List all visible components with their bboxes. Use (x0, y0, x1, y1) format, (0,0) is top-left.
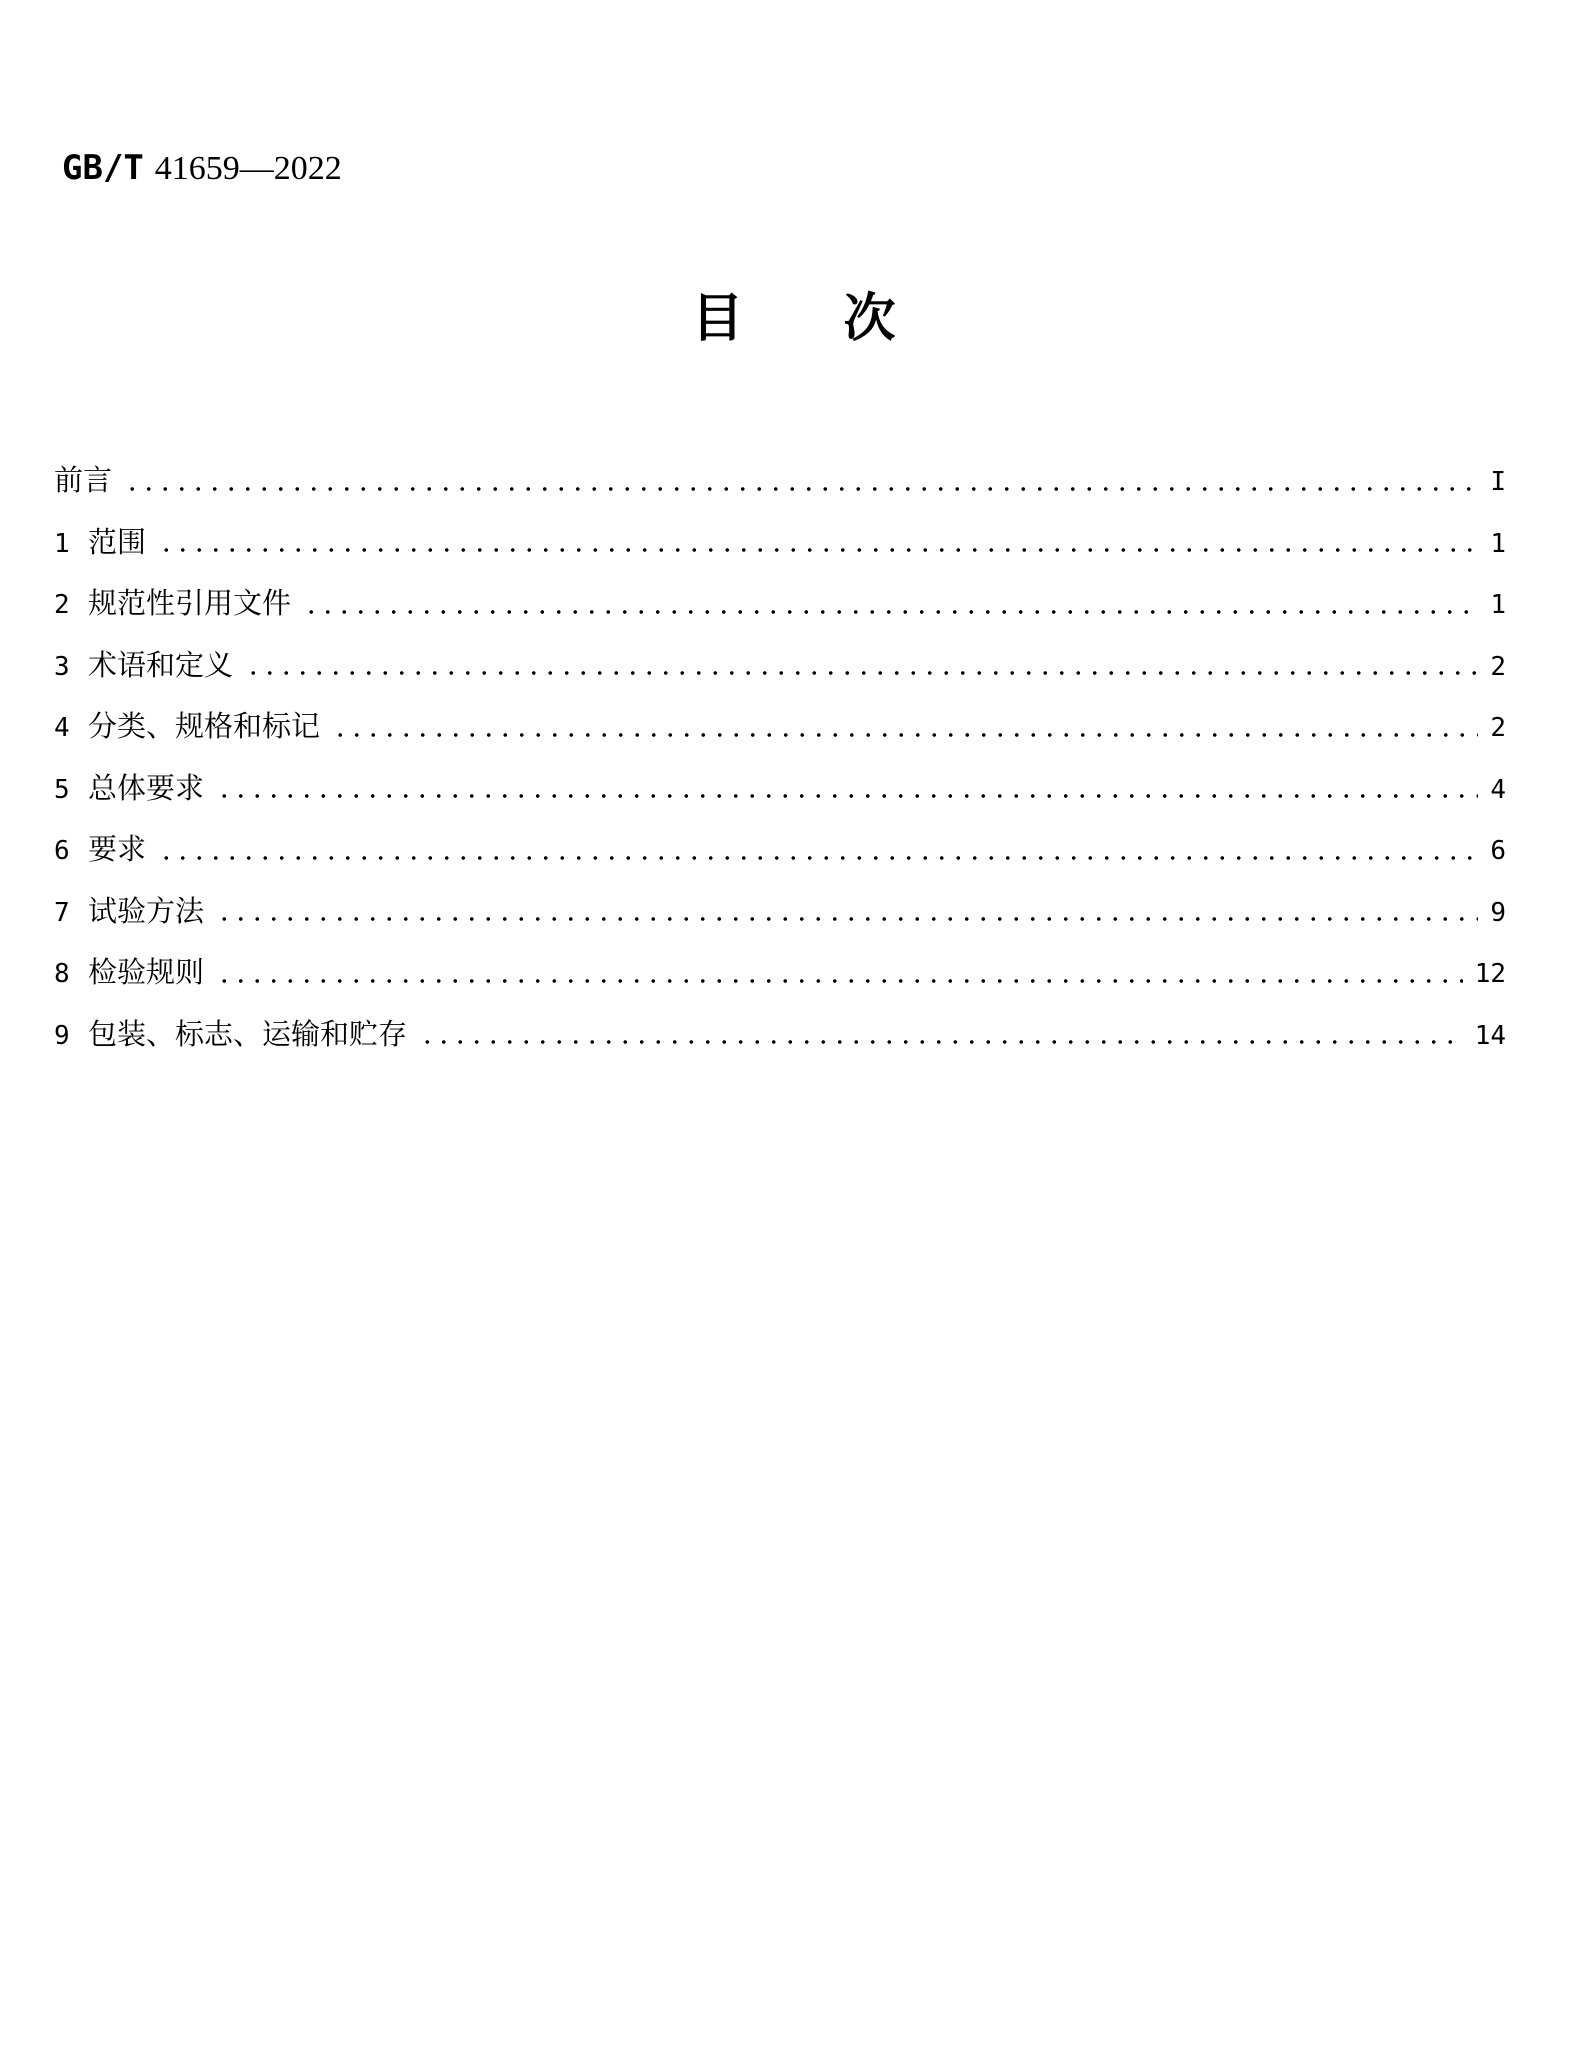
toc-entry-number: 1 (54, 528, 70, 559)
toc-entry-title: 总体要求 (88, 770, 205, 805)
toc-entry-page: 6 (1490, 836, 1506, 866)
standard-code (62, 146, 342, 191)
toc-entry-number: 4 (54, 713, 70, 743)
toc-entry-number: 5 (54, 774, 70, 805)
toc-entry-page: 12 (1474, 959, 1506, 989)
toc-entry-title: 检验规则 (88, 955, 205, 989)
toc-entry-9[interactable] (54, 1004, 1506, 1066)
table-of-contents (54, 450, 1506, 1065)
toc-entry-4[interactable] (54, 696, 1506, 758)
toc-entry-page: I (1490, 467, 1506, 497)
toc-entry-title: 术语和定义 (88, 647, 234, 682)
toc-entry-number: 2 (54, 590, 70, 620)
toc-entry-page: 1 (1490, 590, 1506, 620)
dot-leader (216, 792, 1478, 800)
dot-leader (303, 608, 1478, 616)
toc-entry-1[interactable] (54, 512, 1506, 574)
dot-leader (216, 977, 1463, 985)
toc-entry-title: 范围 (88, 524, 147, 559)
toc-entry-title: 分类、规格和标记 (88, 709, 321, 743)
toc-entry-8[interactable] (54, 942, 1506, 1004)
toc-entry-page: 2 (1490, 713, 1506, 743)
dot-leader (158, 854, 1478, 862)
toc-entry-number: 6 (54, 836, 70, 866)
toc-entry-title: 要求 (88, 832, 147, 866)
toc-entry-title: 前言 (54, 463, 113, 497)
toc-entry-number: 3 (54, 651, 70, 682)
toc-entry-page: 14 (1474, 1020, 1506, 1051)
dot-leader (332, 731, 1478, 739)
standard-number: 41659—2022 (154, 150, 342, 187)
dot-leader (158, 546, 1478, 554)
toc-entry-3[interactable] (54, 635, 1506, 697)
toc-entry-number: 7 (54, 897, 70, 928)
toc-entry-foreword[interactable] (54, 450, 1506, 512)
toc-entry-page: 9 (1490, 897, 1506, 928)
toc-entry-title: 规范性引用文件 (88, 586, 292, 620)
toc-entry-6[interactable] (54, 819, 1506, 881)
toc-entry-7[interactable] (54, 881, 1506, 943)
dot-leader (419, 1038, 1463, 1046)
toc-entry-page: 2 (1490, 651, 1506, 682)
toc-entry-title: 试验方法 (88, 893, 205, 928)
toc-entry-2[interactable] (54, 573, 1506, 635)
toc-entry-number: 8 (54, 959, 70, 989)
dot-leader (124, 485, 1478, 493)
toc-entry-page: 1 (1490, 528, 1506, 559)
standard-prefix: GB/T (62, 148, 144, 188)
toc-entry-title: 包装、标志、运输和贮存 (88, 1016, 408, 1051)
dot-leader (245, 669, 1478, 677)
toc-entry-5[interactable] (54, 758, 1506, 820)
dot-leader (216, 915, 1478, 923)
toc-entry-number: 9 (54, 1020, 70, 1051)
toc-title: 目次 (691, 289, 996, 349)
toc-entry-page: 4 (1490, 774, 1506, 805)
